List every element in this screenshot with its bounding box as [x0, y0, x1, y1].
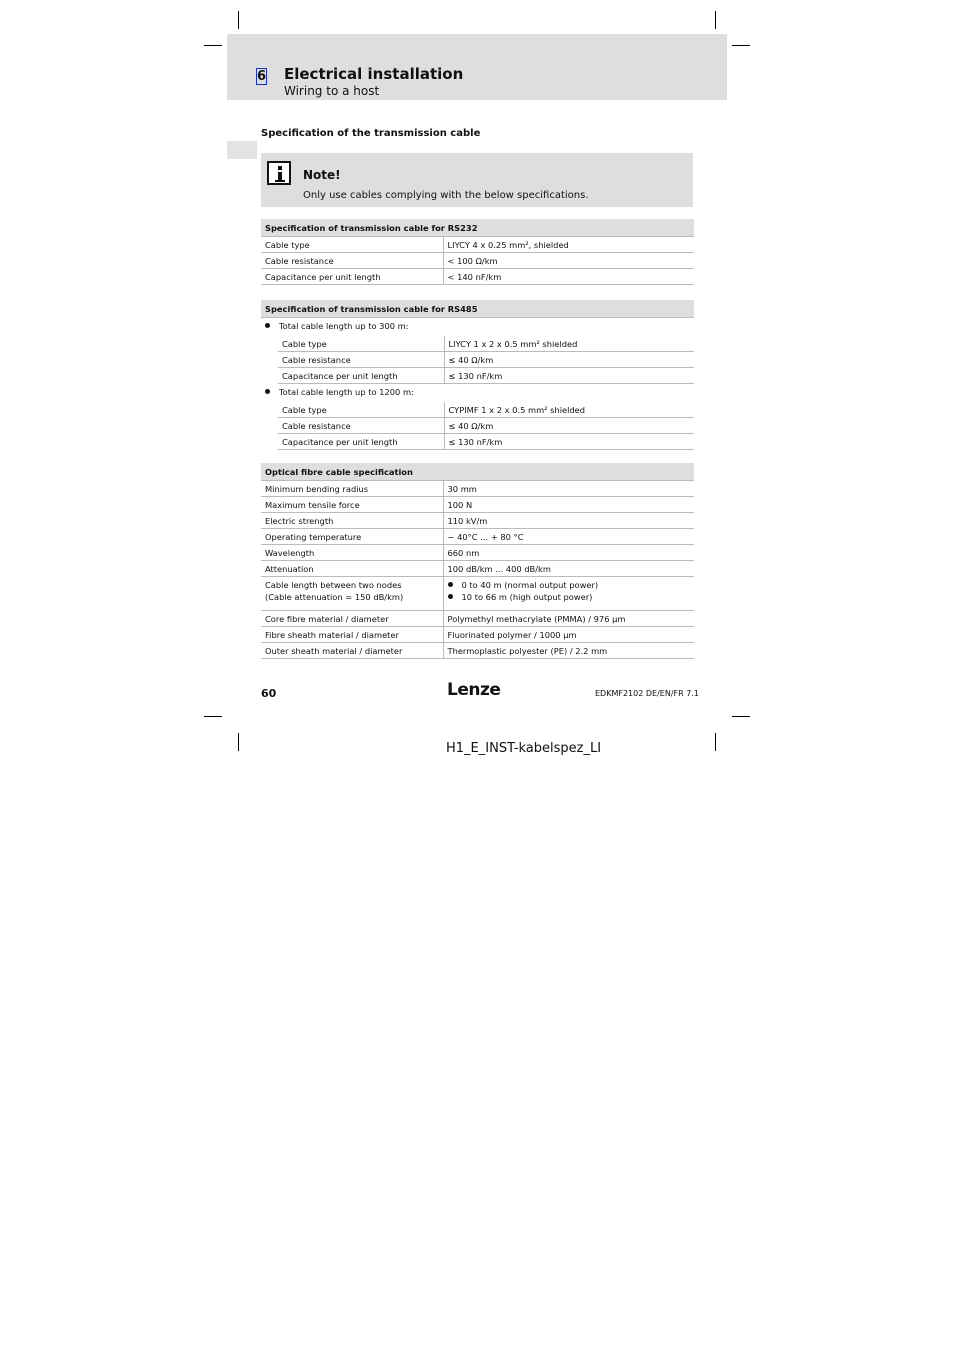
table-row: Capacitance per unit length < 140 nF/km [261, 269, 694, 285]
table-row: Electric strength 110 kV/m [261, 513, 694, 529]
table-row: Fibre sheath material / diameter Fluorinated polymer / 1000 µm [261, 627, 694, 643]
list-item: Total cable length up to 300 m: [265, 321, 409, 331]
table-row: Wavelength 660 nm [261, 545, 694, 561]
list-item: Total cable length up to 1200 m: [265, 387, 414, 397]
bullet-icon [265, 323, 270, 328]
bullet-icon [448, 582, 453, 587]
table-row: Cable resistance ≤ 40 Ω/km [278, 418, 694, 434]
info-icon [267, 161, 291, 185]
table-header: Specification of transmission cable for RS485 [261, 300, 694, 318]
page-number: 60 [261, 687, 277, 700]
side-tab [227, 141, 257, 159]
note-box [261, 153, 693, 207]
lenze-logo: Lenze [447, 680, 501, 700]
crop-mark [204, 716, 222, 717]
table-row: Attenuation 100 dB/km ... 400 dB/km [261, 561, 694, 577]
chapter-subtitle: Wiring to a host [284, 84, 380, 98]
file-label: H1_E_INST-kabelspez_LI [446, 741, 602, 756]
table-row: Minimum bending radius 30 mm [261, 481, 694, 497]
crop-mark [715, 733, 716, 751]
crop-mark [715, 11, 716, 29]
crop-mark [238, 733, 239, 751]
rs485-table-300m [278, 336, 694, 384]
table-row: Cable type LIYCY 4 x 0.25 mm², shielded [261, 237, 694, 253]
table-row: Cable type CYPIMF 1 x 2 x 0.5 mm² shielded [278, 402, 694, 418]
chapter-number: 6 [257, 69, 267, 84]
crop-mark [238, 11, 239, 29]
crop-mark [204, 45, 222, 46]
rs485-table-1200m [278, 402, 694, 450]
optical-table [261, 463, 694, 659]
table-row: Core fibre material / diameter Polymethyl methacrylate (PMMA) / 976 µm [261, 611, 694, 627]
bullet-icon [448, 594, 453, 599]
crop-mark [732, 716, 750, 717]
table-row: Cable resistance < 100 Ω/km [261, 253, 694, 269]
table-row: Operating temperature − 40°C ... + 80 °C [261, 529, 694, 545]
table-row: Cable length between two nodes (Cable attenuation = 150 dB/km) 0 to 40 m (normal output power) 10 to 66 m (high output power) [261, 577, 694, 611]
note-text: Only use cables complying with the below specifications. [303, 190, 589, 201]
table-row: Capacitance per unit length ≤ 130 nF/km [278, 368, 694, 384]
bullet-icon [265, 389, 270, 394]
table-row: Cable resistance ≤ 40 Ω/km [278, 352, 694, 368]
rs485-table-header [261, 300, 694, 318]
table-row: Outer sheath material / diameter Thermoplastic polyester (PE) / 2.2 mm [261, 643, 694, 659]
table-row: Cable type LIYCY 1 x 2 x 0.5 mm² shielded [278, 336, 694, 352]
table-row: Capacitance per unit length ≤ 130 nF/km [278, 434, 694, 450]
document-id: EDKMF2102 DE/EN/FR 7.1 [595, 689, 699, 698]
table-header: Specification of transmission cable for RS232 [261, 219, 694, 237]
table-header: Optical fibre cable specification [261, 463, 694, 481]
crop-mark [732, 45, 750, 46]
note-title: Note! [303, 168, 341, 182]
chapter-title: Electrical installation [284, 65, 464, 83]
rs232-table [261, 219, 694, 285]
section-title: Specification of the transmission cable [261, 128, 481, 139]
chapter-header [227, 34, 727, 100]
table-row: Maximum tensile force 100 N [261, 497, 694, 513]
